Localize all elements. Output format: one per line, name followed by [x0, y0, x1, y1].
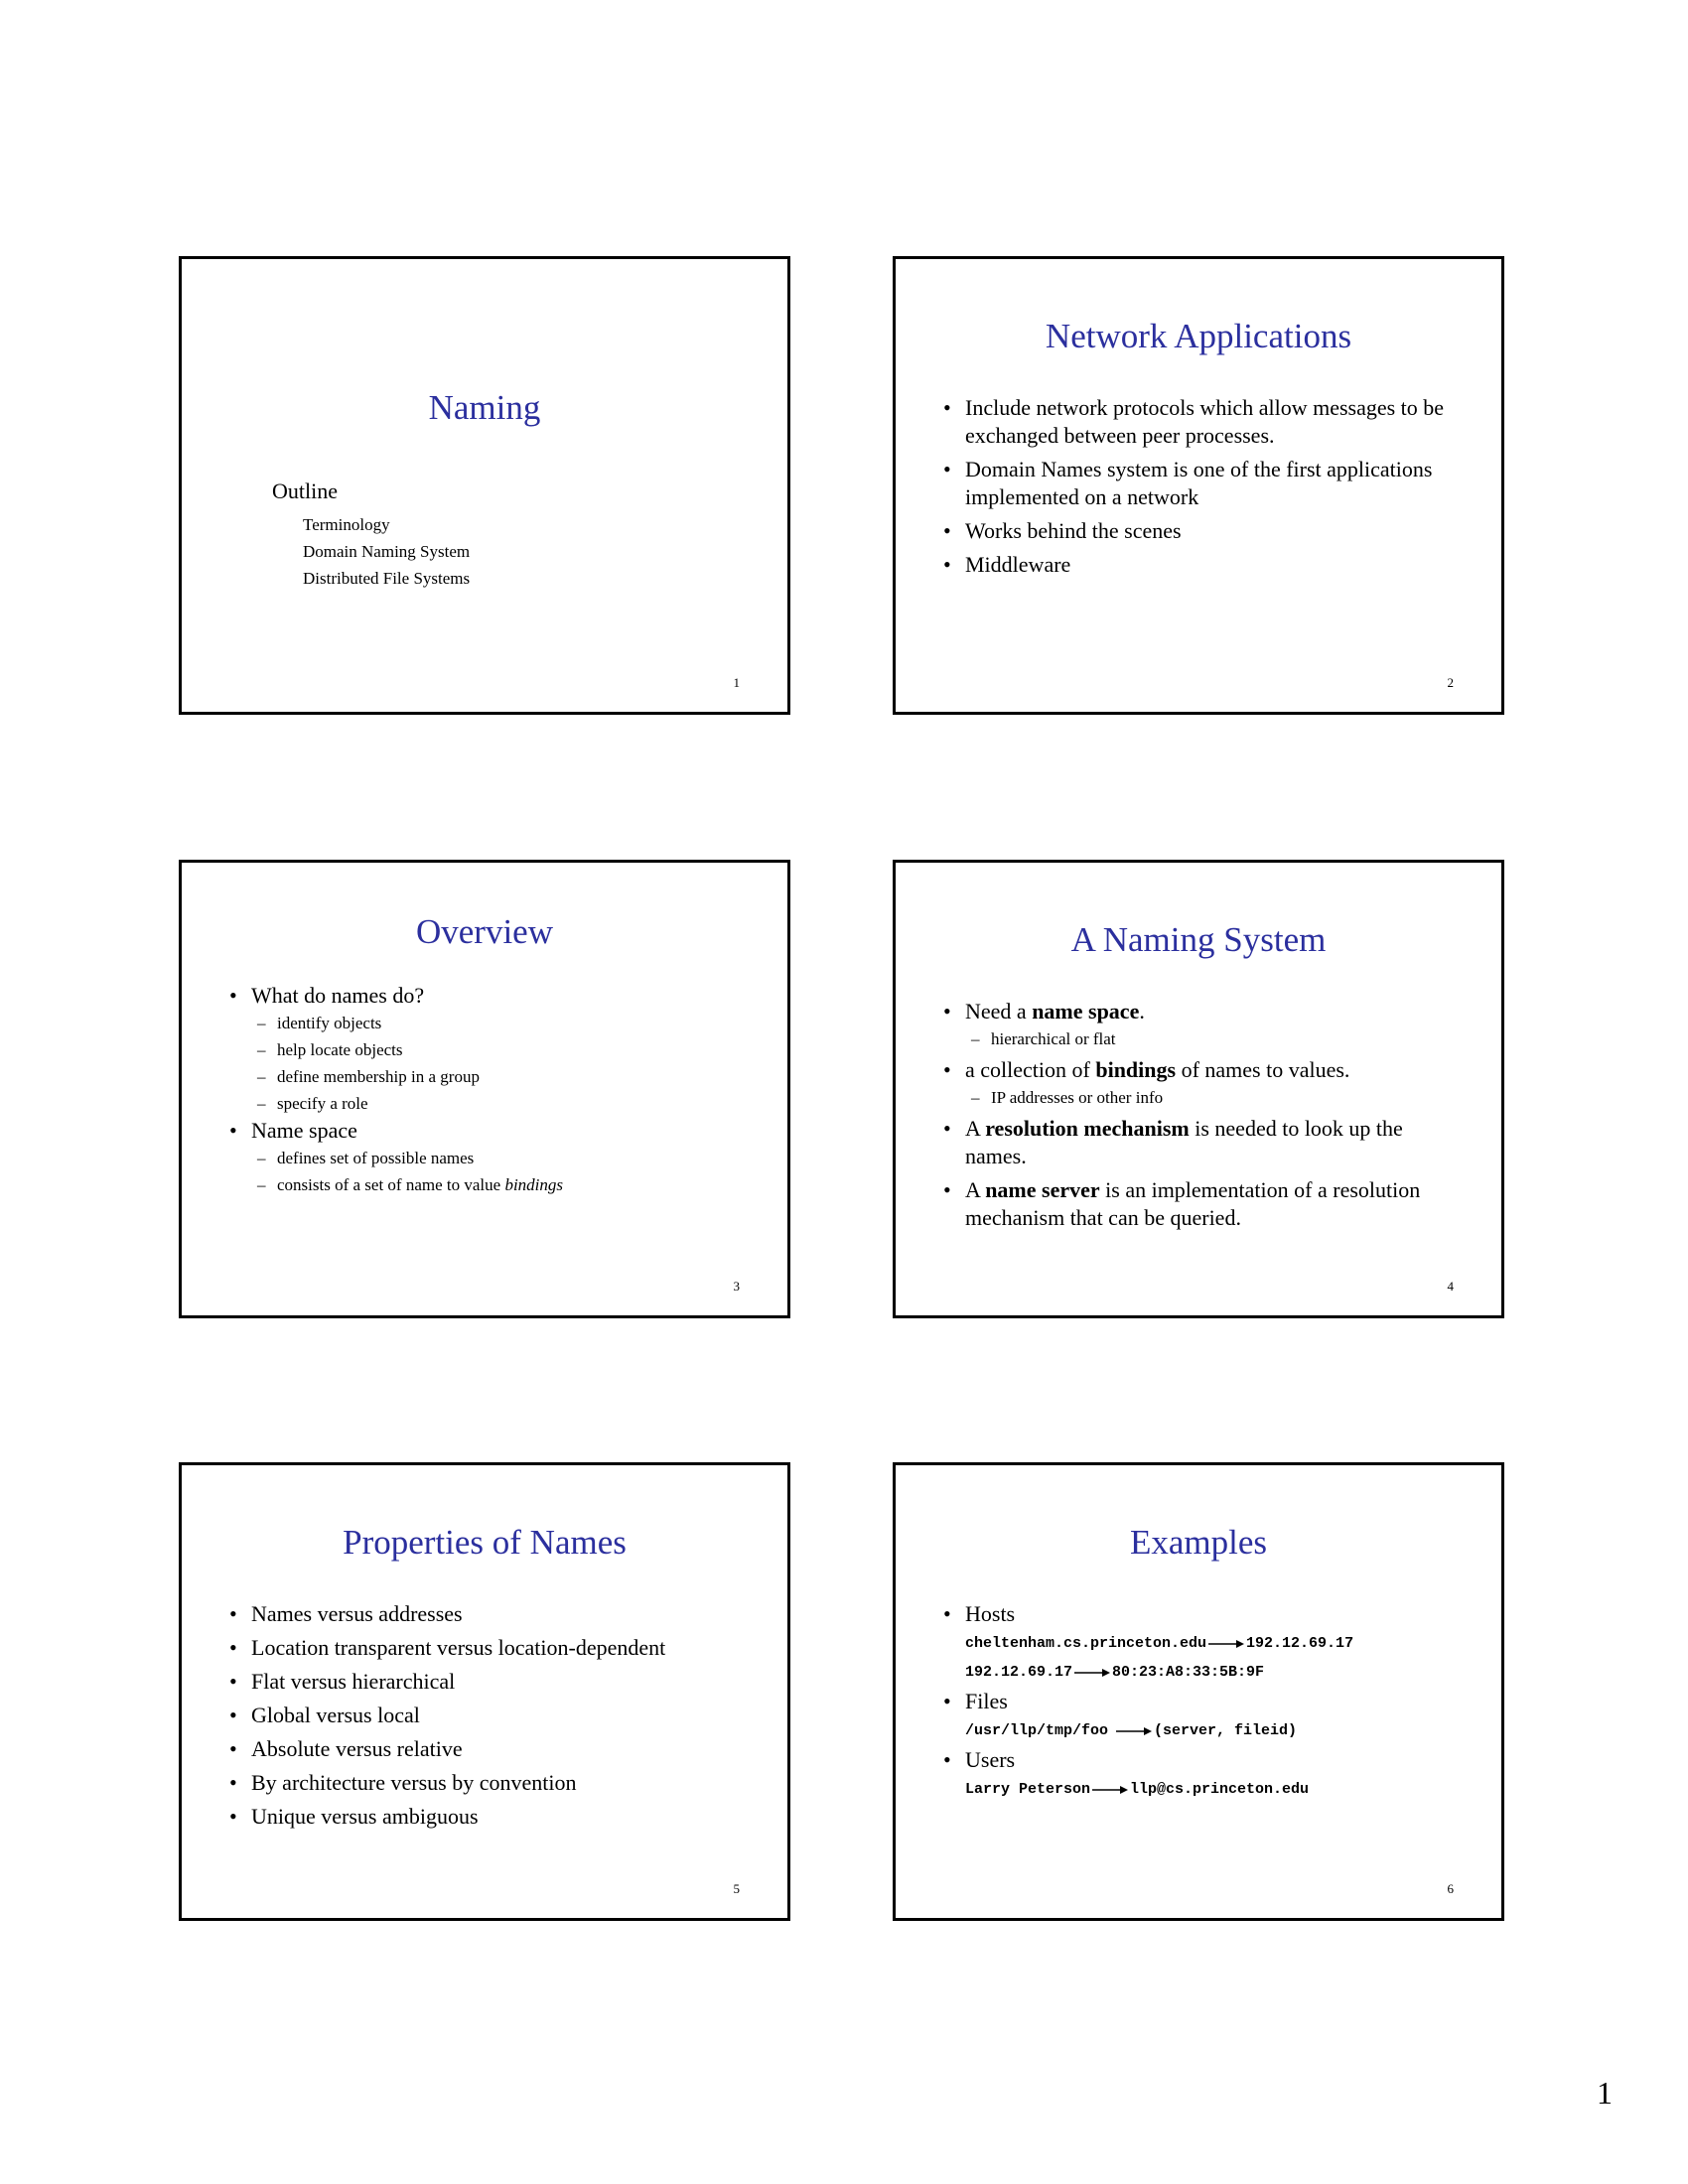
sub-item: – define membership in a group: [257, 1067, 480, 1086]
sub-list: [251, 1145, 746, 1198]
right-arrow-icon: [1074, 1668, 1110, 1678]
example-group-hosts: • Hosts cheltenham.cs.princeton.edu 192.12.69.17 192.12.69.17 80:23:A8:33:5B:9F: [943, 1600, 1479, 1686]
bullet-item: • A name server is an implementation of a resolution mechanism that can be queried.: [943, 1177, 1421, 1230]
bullet-item: • Unique versus ambiguous: [229, 1804, 479, 1829]
slide-2: [893, 256, 1504, 715]
slide-4: [893, 860, 1504, 1318]
bullet-item: • Names versus addresses: [229, 1601, 463, 1626]
bullet-item: • Flat versus hierarchical: [229, 1669, 456, 1694]
bullet-list: [943, 394, 1460, 579]
slide-5: [179, 1462, 790, 1921]
slide-number: 2: [1447, 675, 1454, 690]
sub-item: – help locate objects: [257, 1040, 403, 1059]
slide-title: Network Applications: [1045, 317, 1352, 355]
mapping-row: /usr/llp/tmp/foo (server, fileid): [965, 1721, 1298, 1739]
outline-item: Domain Naming System: [303, 542, 471, 561]
bullet-item: • Absolute versus relative: [229, 1736, 463, 1761]
slide-number: 3: [733, 1279, 740, 1294]
outline-label: Outline: [272, 478, 338, 503]
right-arrow-icon: [1208, 1639, 1244, 1649]
bullet-list: [229, 982, 746, 1198]
slide-3: [179, 860, 790, 1318]
sub-item: – specify a role: [257, 1094, 368, 1113]
sub-list: [965, 1084, 1460, 1111]
example-group-files: • Files /usr/llp/tmp/foo (server, fileid): [943, 1688, 1479, 1744]
italic-term: bindings: [504, 1175, 564, 1194]
bullet-item: • A resolution mechanism is needed to look up the names.: [943, 1116, 1403, 1168]
sub-item: – IP addresses or other info: [971, 1088, 1164, 1107]
example-group-users: • Users Larry Peterson llp@cs.princeton.edu: [943, 1746, 1479, 1803]
slide-number: 1: [733, 675, 740, 690]
bullet-item: • Domain Names system is one of the first applications implemented on a network: [943, 457, 1433, 509]
bullet-item: • Works behind the scenes: [943, 518, 1182, 543]
bullet-item: • Location transparent versus location-dependent: [229, 1635, 666, 1660]
right-arrow-icon: [1092, 1785, 1128, 1795]
sub-item: – consists of a set of name to value bindings: [257, 1175, 564, 1194]
mapping-row: 192.12.69.17 80:23:A8:33:5B:9F: [965, 1663, 1265, 1681]
bullet-list: [229, 1600, 766, 1831]
bullet-item: • a collection of bindings of names to values. – IP addresses or other info: [943, 1056, 1460, 1111]
bullet-list: [943, 998, 1460, 1232]
slide-number: 4: [1447, 1279, 1454, 1294]
slide-title: A Naming System: [1070, 920, 1327, 959]
bullet-item: • What do names do? – identify objects – help locate objects – define membership in a group – specify a role: [229, 982, 746, 1117]
outline-list: [303, 511, 470, 592]
right-arrow-icon: [1116, 1726, 1152, 1736]
mapping-row: cheltenham.cs.princeton.edu 192.12.69.17: [965, 1634, 1354, 1652]
sub-item: – defines set of possible names: [257, 1149, 475, 1167]
bullet-item: • Include network protocols which allow messages to be exchanged between peer processes.: [943, 395, 1445, 448]
bullet-item: • By architecture versus by convention: [229, 1770, 577, 1795]
slide-number: 6: [1447, 1881, 1454, 1896]
bullet-item: • Name space – defines set of possible names – consists of a set of name to value bindings: [229, 1117, 746, 1198]
slide-title: Naming: [428, 388, 541, 427]
bullet-item: • Middleware: [943, 552, 1071, 577]
outline-item: Terminology: [303, 515, 390, 534]
sub-list: [965, 1025, 1460, 1052]
slide-title: Overview: [415, 912, 553, 951]
slide-number: 5: [733, 1881, 740, 1896]
sub-list: [251, 1010, 746, 1117]
slide-6: [893, 1462, 1504, 1921]
mapping-row: Larry Peterson llp@cs.princeton.edu: [965, 1780, 1310, 1798]
sub-item: – hierarchical or flat: [971, 1029, 1116, 1048]
page-number: 1: [1597, 2075, 1613, 2111]
slide-title: Examples: [1129, 1523, 1268, 1562]
outline-item: Distributed File Systems: [303, 569, 471, 588]
bullet-item: • Global versus local: [229, 1703, 420, 1727]
bullet-item: • Need a name space. – hierarchical or flat: [943, 998, 1460, 1052]
slide-1: [179, 256, 790, 715]
slide-title: Properties of Names: [343, 1523, 627, 1562]
example-list: [943, 1600, 1479, 1803]
sub-item: – identify objects: [257, 1014, 382, 1032]
